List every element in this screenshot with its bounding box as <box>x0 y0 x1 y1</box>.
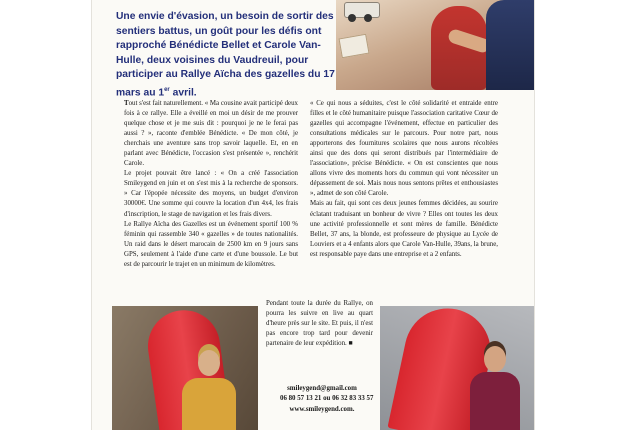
person-jeans <box>486 0 534 90</box>
brunette-woman-head <box>484 346 506 372</box>
blonde-woman-body <box>182 378 236 430</box>
article-column-left <box>124 99 298 270</box>
paragraph: Mais au fait, qui sont ces deux jeunes femmes décidées, au sourire éclatant traduisant un bonheur de vivre ? Elles ont toutes les deux une activité professionnelle et sont mères de famille. Bénédicte Bellet, 37 ans, la blonde, est professeure de physique au Lycée de Louviers et a 4 enfants alors que Carole Van-Hulle, 39ans, la brune, est responsable paye dans une entreprise et a 2 enfants. <box>310 200 498 258</box>
article-column-right <box>310 99 498 260</box>
paragraph: Tout s'est fait naturellement. « Ma cousine avait participé deux fois à ce rallye. Elle a éveillé en moi un désir de me prouver quelque chose et je me suis dit : pourquoi je ne le ferai pas aussi ? », raconte d'emblée Bénédicte. « De mon côté, je cherchais une aventure sans trop savoir laquelle. Et, en en parlant avec Bénédicte, l'occasion s'est présentée », renchérit Carole. <box>124 100 298 168</box>
photo-carole <box>380 306 534 430</box>
contact-email: smileygend@gmail.com <box>287 385 357 392</box>
paragraph: Le Rallye Aïcha des Gazelles est un événement sportif 100 % féminin qui rassemble 340 « gazelles » de toutes nationalités. Un raid dans le désert marocain de 2500 km en 9 jours sans GPS, seulement à l'aide d'une carte et d'une boussole. Le but est de parcourir le trajet en un minimum de kilomètres. <box>124 220 298 268</box>
rally-badge <box>338 34 369 59</box>
paragraph: « Ce qui nous a séduites, c'est le côté solidarité et entraide entre filles et le côté humanitaire puisque l'association caritative Cœur de gazelles qui accompagne l'événement, effectue en particulier des consultations médicales sur le parcours. Pour notre part, nous apporterons des fournitures scolaires que nous aurons récoltées ainsi que des dons qui seront distribués par l'intermédiaire de l'association», précise Bénédicte. « On est conscientes que nous allons vivre des moments hors du commun qui vont nécessiter un dépassement de soi. Mais nous nous sentons prêtes et enthousiastes », admet de son côté Carole. <box>310 100 498 198</box>
contact-phones: 06 80 57 13 21 ou 06 32 83 33 57 <box>280 395 374 403</box>
brunette-woman-body <box>470 372 520 430</box>
magazine-page <box>92 0 534 430</box>
contact-website: www.smileygend.com. <box>289 405 355 413</box>
rally-car-photo <box>336 0 534 90</box>
closing-paragraph: Pendant toute la durée du Rallye, on pourra les suivre en live au quart d'heure près sur le site. Et puis, il n'est pas encore trop tard pour devenir partenaire de leur expédition. ■ <box>266 300 373 347</box>
contact-block <box>280 384 374 415</box>
paragraph: Le projet pouvait être lancé : « On a créé l'association Smileygend en juin et on s'est mis à la recherche de sponsors. » Car l'épopée nécessite des moyens, un budget d'environ 30000€. Une somme qui couvre la location d'un 4x4, les frais d'inscription, le stage de navigation et les frais divers. <box>124 170 298 218</box>
car-wheels <box>348 14 356 22</box>
photo-benedicte <box>112 306 258 430</box>
lead-paragraph: Une envie d'évasion, un besoin de sortir des sentiers battus, un goût pour les défis ont rapproché Bénédicte Bellet et Carole Van-Hulle, deux voisines du Vaudreuil, pour participer au Rallye Aïcha des gazelles du 17 mars au 1er avril. <box>116 11 335 99</box>
blonde-woman-head <box>198 350 220 376</box>
